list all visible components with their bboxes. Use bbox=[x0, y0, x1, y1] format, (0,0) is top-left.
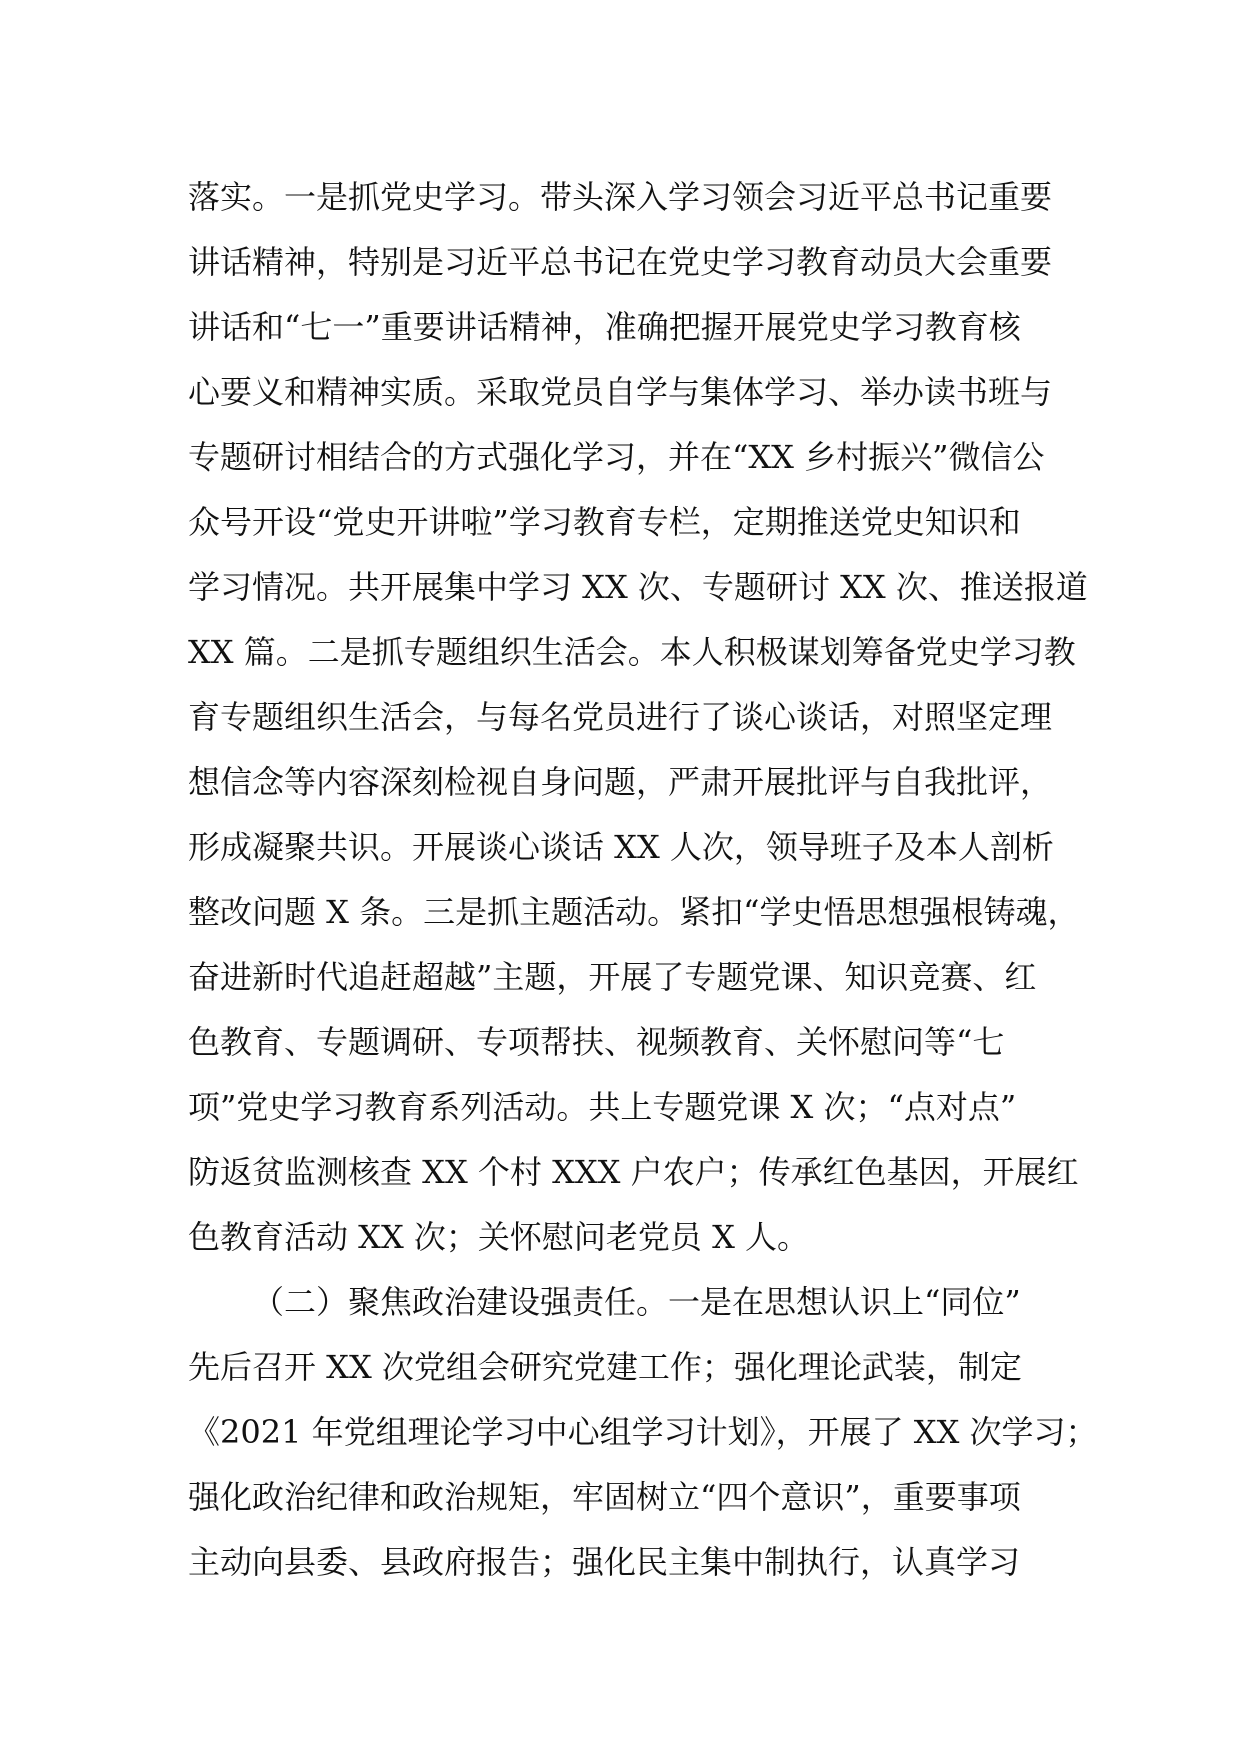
text-line: 学习情况。共开展集中学习 XX 次、专题研讨 XX 次、推送报道 bbox=[188, 568, 1088, 606]
text-line: 想信念等内容深刻检视自身问题，严肃开展批评与自我批评， bbox=[188, 763, 1053, 801]
text-line: 讲话和“七一”重要讲话精神，准确把握开展党史学习教育核 bbox=[188, 308, 1021, 346]
text-line: 众号开设“党史开讲啦”学习教育专栏，定期推送党史知识和 bbox=[188, 503, 1021, 541]
text-line: 心要义和精神实质。采取党员自学与集体学习、举办读书班与 bbox=[188, 373, 1053, 411]
text-line: 专题研讨相结合的方式强化学习，并在“XX 乡村振兴”微信公 bbox=[188, 438, 1045, 476]
text-line: XX 篇。二是抓专题组织生活会。本人积极谋划筹备党史学习教 bbox=[188, 633, 1076, 671]
text-line: 整改问题 X 条。三是抓主题活动。紧扣“学史悟思想强根铸魂， bbox=[188, 893, 1080, 931]
text-line: 色教育、专题调研、专项帮扶、视频教育、关怀慰问等“七 bbox=[188, 1023, 1005, 1061]
text-line: 色教育活动 XX 次；关怀慰问老党员 X 人。 bbox=[188, 1218, 810, 1256]
text-line: 主动向县委、县政府报告；强化民主集中制执行，认真学习 bbox=[188, 1543, 1021, 1581]
text-line: 《2021 年党组理论学习中心组学习计划》，开展了 XX 次学习； bbox=[188, 1413, 1098, 1451]
text-line: 形成凝聚共识。开展谈心谈话 XX 人次，领导班子及本人剖析 bbox=[188, 828, 1054, 866]
text-line: 先后召开 XX 次党组会研究党建工作；强化理论武装，制定 bbox=[188, 1348, 1022, 1386]
text-line: 项”党史学习教育系列活动。共上专题党课 X 次；“点对点” bbox=[188, 1088, 1017, 1126]
section-heading-line: （二）聚焦政治建设强责任。一是在思想认识上“同位” bbox=[252, 1283, 1021, 1321]
text-line: 讲话精神，特别是习近平总书记在党史学习教育动员大会重要 bbox=[188, 243, 1053, 281]
text-line: 防返贫监测核查 XX 个村 XXX 户农户；传承红色基因，开展红 bbox=[188, 1153, 1079, 1191]
text-line: 奋进新时代追赶超越”主题，开展了专题党课、知识竞赛、红 bbox=[188, 958, 1037, 996]
text-line: 强化政治纪律和政治规矩，牢固树立“四个意识”，重要事项 bbox=[188, 1478, 1021, 1516]
text-line: 落实。一是抓党史学习。带头深入学习领会习近平总书记重要 bbox=[188, 178, 1053, 216]
body-text bbox=[188, 165, 1098, 1595]
text-line: 育专题组织生活会，与每名党员进行了谈心谈话，对照坚定理 bbox=[188, 698, 1053, 736]
